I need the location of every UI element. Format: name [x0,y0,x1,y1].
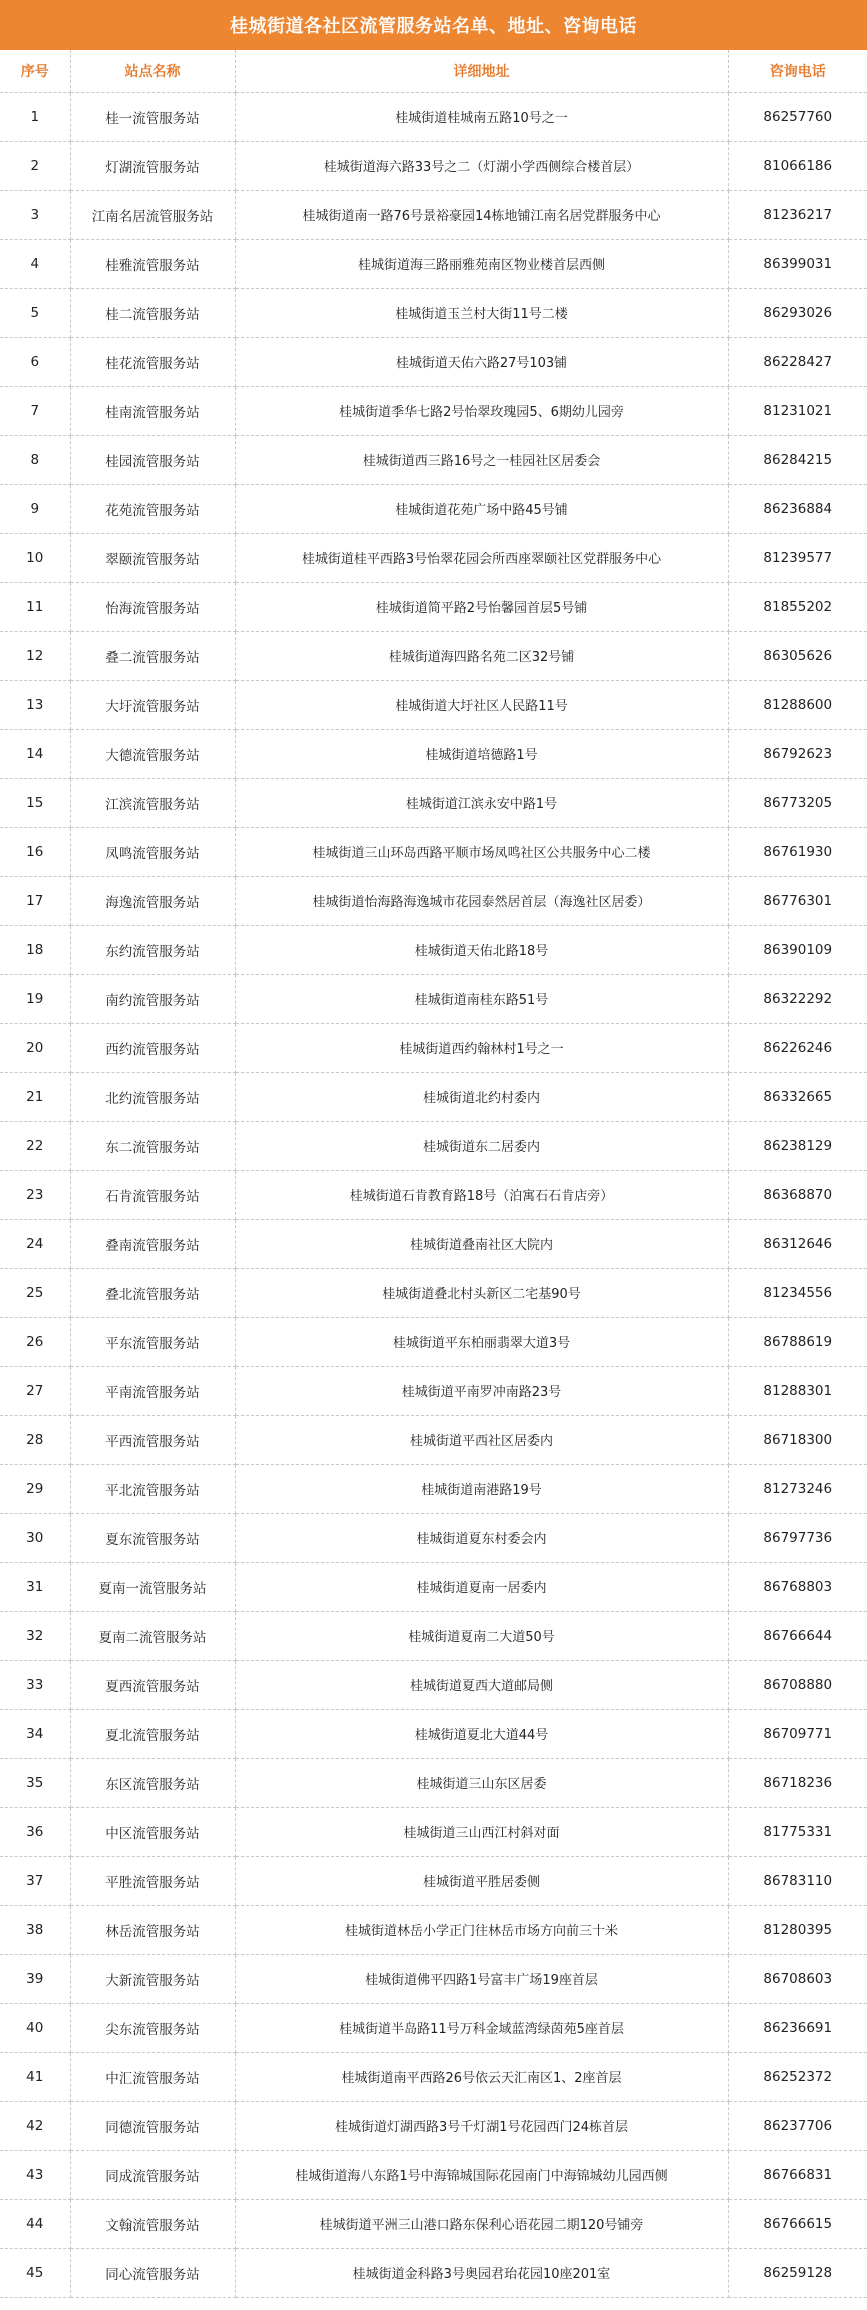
cell-name: 平胜流管服务站 [70,1856,235,1905]
cell-phone: 86257760 [728,92,867,141]
cell-phone: 86783110 [728,1856,867,1905]
cell-no: 32 [0,1611,70,1660]
cell-no: 2 [0,141,70,190]
cell-address: 桂城街道花苑广场中路45号铺 [235,484,728,533]
cell-phone: 86776301 [728,876,867,925]
cell-phone: 86390109 [728,925,867,974]
table-row [0,484,867,533]
cell-name: 桂南流管服务站 [70,386,235,435]
cell-no: 18 [0,925,70,974]
cell-name: 桂一流管服务站 [70,92,235,141]
cell-address: 桂城街道三山西江村斜对面 [235,1807,728,1856]
table-row [0,1415,867,1464]
cell-name: 夏东流管服务站 [70,1513,235,1562]
cell-phone: 86226246 [728,1023,867,1072]
table-row [0,1709,867,1758]
table-row [0,386,867,435]
table-header [0,50,867,92]
cell-no: 9 [0,484,70,533]
cell-no: 5 [0,288,70,337]
cell-phone: 86708880 [728,1660,867,1709]
cell-no: 26 [0,1317,70,1366]
cell-phone: 81066186 [728,141,867,190]
cell-no: 42 [0,2101,70,2150]
cell-address: 桂城街道桂平西路3号怡翠花园会所西座翠颐社区党群服务中心 [235,533,728,582]
cell-phone: 81239577 [728,533,867,582]
cell-name: 叠南流管服务站 [70,1219,235,1268]
cell-address: 桂城街道江滨永安中路1号 [235,778,728,827]
cell-phone: 86312646 [728,1219,867,1268]
cell-address: 桂城街道平洲三山港口路东保利心语花园二期120号铺旁 [235,2199,728,2248]
table-row [0,582,867,631]
cell-address: 桂城街道西三路16号之一桂园社区居委会 [235,435,728,484]
cell-phone: 86788619 [728,1317,867,1366]
cell-no: 4 [0,239,70,288]
table-row [0,2199,867,2248]
cell-phone: 86236691 [728,2003,867,2052]
table-row [0,337,867,386]
cell-no: 36 [0,1807,70,1856]
cell-no: 41 [0,2052,70,2101]
cell-address: 桂城街道大圩社区人民路11号 [235,680,728,729]
cell-name: 灯湖流管服务站 [70,141,235,190]
table-row [0,974,867,1023]
cell-phone: 81234556 [728,1268,867,1317]
cell-phone: 86399031 [728,239,867,288]
cell-name: 同心流管服务站 [70,2248,235,2297]
cell-phone: 86768803 [728,1562,867,1611]
cell-phone: 86766615 [728,2199,867,2248]
table-row [0,92,867,141]
cell-address: 桂城街道南港路19号 [235,1464,728,1513]
cell-name: 西约流管服务站 [70,1023,235,1072]
cell-phone: 86332665 [728,1072,867,1121]
cell-phone: 86797736 [728,1513,867,1562]
cell-name: 中区流管服务站 [70,1807,235,1856]
cell-no: 16 [0,827,70,876]
cell-name: 翠颐流管服务站 [70,533,235,582]
cell-phone: 81775331 [728,1807,867,1856]
cell-name: 东区流管服务站 [70,1758,235,1807]
cell-phone: 81855202 [728,582,867,631]
table-row [0,827,867,876]
cell-name: 凤鸣流管服务站 [70,827,235,876]
cell-name: 花苑流管服务站 [70,484,235,533]
table-body [0,92,867,2297]
table-row [0,1807,867,1856]
page-title: 桂城街道各社区流管服务站名单、地址、咨询电话 [0,0,867,50]
cell-no: 45 [0,2248,70,2297]
cell-name: 夏南一流管服务站 [70,1562,235,1611]
cell-no: 11 [0,582,70,631]
cell-phone: 86368870 [728,1170,867,1219]
table-row [0,1023,867,1072]
cell-name: 桂二流管服务站 [70,288,235,337]
cell-no: 7 [0,386,70,435]
cell-no: 6 [0,337,70,386]
table-row [0,1513,867,1562]
cell-address: 桂城街道南一路76号景裕豪园14栋地铺江南名居党群服务中心 [235,190,728,239]
cell-name: 东约流管服务站 [70,925,235,974]
cell-no: 21 [0,1072,70,1121]
cell-no: 38 [0,1905,70,1954]
cell-no: 17 [0,876,70,925]
cell-address: 桂城街道海六路33号之二（灯湖小学西侧综合楼首层） [235,141,728,190]
cell-name: 平北流管服务站 [70,1464,235,1513]
table-row [0,1954,867,2003]
cell-no: 8 [0,435,70,484]
table-row [0,2248,867,2297]
cell-name: 夏南二流管服务站 [70,1611,235,1660]
cell-address: 桂城街道平南罗冲南路23号 [235,1366,728,1415]
cell-name: 桂花流管服务站 [70,337,235,386]
cell-name: 平东流管服务站 [70,1317,235,1366]
cell-address: 桂城街道平胜居委侧 [235,1856,728,1905]
table-row [0,1072,867,1121]
cell-name: 怡海流管服务站 [70,582,235,631]
cell-address: 桂城街道三山东区居委 [235,1758,728,1807]
cell-name: 夏北流管服务站 [70,1709,235,1758]
cell-no: 44 [0,2199,70,2248]
table-row [0,239,867,288]
table-row [0,1317,867,1366]
cell-address: 桂城街道季华七路2号怡翠玫瑰园5、6期幼儿园旁 [235,386,728,435]
cell-name: 北约流管服务站 [70,1072,235,1121]
table-row [0,1758,867,1807]
cell-no: 34 [0,1709,70,1758]
cell-no: 30 [0,1513,70,1562]
cell-address: 桂城街道夏东村委会内 [235,1513,728,1562]
cell-address: 桂城街道南平西路26号依云天汇南区1、2座首层 [235,2052,728,2101]
table-row [0,141,867,190]
table-row [0,1268,867,1317]
table-row [0,680,867,729]
cell-address: 桂城街道半岛路11号万科金域蓝湾绿茵苑5座首层 [235,2003,728,2052]
cell-name: 同成流管服务站 [70,2150,235,2199]
cell-no: 19 [0,974,70,1023]
cell-name: 叠二流管服务站 [70,631,235,680]
cell-address: 桂城街道玉兰村大街11号二楼 [235,288,728,337]
cell-phone: 86766644 [728,1611,867,1660]
cell-phone: 86766831 [728,2150,867,2199]
cell-address: 桂城街道夏北大道44号 [235,1709,728,1758]
table-row [0,2150,867,2199]
cell-no: 37 [0,1856,70,1905]
table-row [0,1905,867,1954]
cell-address: 桂城街道佛平四路1号富丰广场19座首层 [235,1954,728,2003]
table-row [0,778,867,827]
table-row [0,190,867,239]
cell-no: 43 [0,2150,70,2199]
cell-phone: 86708603 [728,1954,867,2003]
cell-address: 桂城街道西约翰林村1号之一 [235,1023,728,1072]
table-row [0,2003,867,2052]
cell-no: 40 [0,2003,70,2052]
cell-no: 22 [0,1121,70,1170]
cell-name: 南约流管服务站 [70,974,235,1023]
cell-address: 桂城街道夏南二大道50号 [235,1611,728,1660]
cell-phone: 86236884 [728,484,867,533]
cell-phone: 81236217 [728,190,867,239]
table-row [0,1170,867,1219]
header-row [0,50,867,92]
cell-no: 23 [0,1170,70,1219]
header-address: 详细地址 [235,50,728,92]
cell-address: 桂城街道海四路名苑二区32号铺 [235,631,728,680]
cell-name: 林岳流管服务站 [70,1905,235,1954]
cell-name: 叠北流管服务站 [70,1268,235,1317]
cell-address: 桂城街道天佑北路18号 [235,925,728,974]
cell-address: 桂城街道天佑六路27号103铺 [235,337,728,386]
cell-address: 桂城街道桂城南五路10号之一 [235,92,728,141]
cell-address: 桂城街道怡海路海逸城市花园泰然居首层（海逸社区居委） [235,876,728,925]
cell-phone: 81280395 [728,1905,867,1954]
header-no: 序号 [0,50,70,92]
table-row [0,876,867,925]
cell-name: 石肯流管服务站 [70,1170,235,1219]
table-row [0,1219,867,1268]
cell-no: 24 [0,1219,70,1268]
cell-no: 15 [0,778,70,827]
cell-phone: 86284215 [728,435,867,484]
cell-address: 桂城街道东二居委内 [235,1121,728,1170]
cell-address: 桂城街道夏南一居委内 [235,1562,728,1611]
cell-address: 桂城街道平东柏丽翡翠大道3号 [235,1317,728,1366]
cell-no: 33 [0,1660,70,1709]
table-row [0,1366,867,1415]
cell-address: 桂城街道简平路2号怡馨园首层5号铺 [235,582,728,631]
cell-name: 尖东流管服务站 [70,2003,235,2052]
header-phone: 咨询电话 [728,50,867,92]
cell-no: 13 [0,680,70,729]
cell-phone: 86252372 [728,2052,867,2101]
cell-no: 28 [0,1415,70,1464]
cell-phone: 81273246 [728,1464,867,1513]
cell-phone: 86773205 [728,778,867,827]
cell-name: 江滨流管服务站 [70,778,235,827]
stations-table [0,50,867,2298]
cell-name: 海逸流管服务站 [70,876,235,925]
cell-address: 桂城街道石肯教育路18号（泊寓石石肯店旁） [235,1170,728,1219]
cell-address: 桂城街道叠南社区大院内 [235,1219,728,1268]
table-row [0,925,867,974]
cell-name: 大新流管服务站 [70,1954,235,2003]
cell-name: 平南流管服务站 [70,1366,235,1415]
cell-address: 桂城街道南桂东路51号 [235,974,728,1023]
cell-phone: 86238129 [728,1121,867,1170]
cell-no: 1 [0,92,70,141]
cell-address: 桂城街道海八东路1号中海锦城国际花园南门中海锦城幼儿园西侧 [235,2150,728,2199]
cell-name: 文翰流管服务站 [70,2199,235,2248]
cell-phone: 86293026 [728,288,867,337]
cell-phone: 86792623 [728,729,867,778]
table-row [0,1660,867,1709]
cell-no: 20 [0,1023,70,1072]
table-row [0,1562,867,1611]
cell-no: 3 [0,190,70,239]
cell-no: 25 [0,1268,70,1317]
cell-no: 10 [0,533,70,582]
table-row [0,2052,867,2101]
table-row [0,1611,867,1660]
cell-address: 桂城街道海三路丽雅苑南区物业楼首层西侧 [235,239,728,288]
cell-name: 桂园流管服务站 [70,435,235,484]
cell-phone: 86259128 [728,2248,867,2297]
cell-name: 夏西流管服务站 [70,1660,235,1709]
cell-address: 桂城街道平西社区居委内 [235,1415,728,1464]
cell-name: 江南名居流管服务站 [70,190,235,239]
cell-phone: 86718300 [728,1415,867,1464]
header-name: 站点名称 [70,50,235,92]
cell-address: 桂城街道夏西大道邮局侧 [235,1660,728,1709]
cell-address: 桂城街道北约村委内 [235,1072,728,1121]
cell-no: 27 [0,1366,70,1415]
cell-phone: 81288301 [728,1366,867,1415]
cell-no: 29 [0,1464,70,1513]
cell-phone: 86228427 [728,337,867,386]
cell-phone: 86709771 [728,1709,867,1758]
cell-no: 31 [0,1562,70,1611]
table-row [0,533,867,582]
cell-name: 中汇流管服务站 [70,2052,235,2101]
cell-address: 桂城街道灯湖西路3号千灯湖1号花园西门24栋首层 [235,2101,728,2150]
cell-address: 桂城街道培德路1号 [235,729,728,778]
cell-phone: 81288600 [728,680,867,729]
cell-name: 平西流管服务站 [70,1415,235,1464]
cell-phone: 86718236 [728,1758,867,1807]
cell-phone: 86305626 [728,631,867,680]
cell-address: 桂城街道金科路3号奥园君珆花园10座201室 [235,2248,728,2297]
table-row [0,2101,867,2150]
cell-phone: 86322292 [728,974,867,1023]
cell-phone: 86761930 [728,827,867,876]
cell-phone: 86237706 [728,2101,867,2150]
cell-address: 桂城街道林岳小学正门往林岳市场方向前三十米 [235,1905,728,1954]
table-row [0,1856,867,1905]
cell-no: 35 [0,1758,70,1807]
cell-no: 14 [0,729,70,778]
cell-phone: 81231021 [728,386,867,435]
cell-name: 东二流管服务站 [70,1121,235,1170]
cell-address: 桂城街道叠北村头新区二宅基90号 [235,1268,728,1317]
table-row [0,1464,867,1513]
table-row [0,435,867,484]
table-row [0,729,867,778]
cell-name: 大德流管服务站 [70,729,235,778]
table-row [0,1121,867,1170]
table-row [0,631,867,680]
cell-name: 大圩流管服务站 [70,680,235,729]
cell-address: 桂城街道三山环岛西路平顺市场凤鸣社区公共服务中心二楼 [235,827,728,876]
cell-no: 12 [0,631,70,680]
cell-no: 39 [0,1954,70,2003]
cell-name: 同德流管服务站 [70,2101,235,2150]
table-row [0,288,867,337]
cell-name: 桂雅流管服务站 [70,239,235,288]
